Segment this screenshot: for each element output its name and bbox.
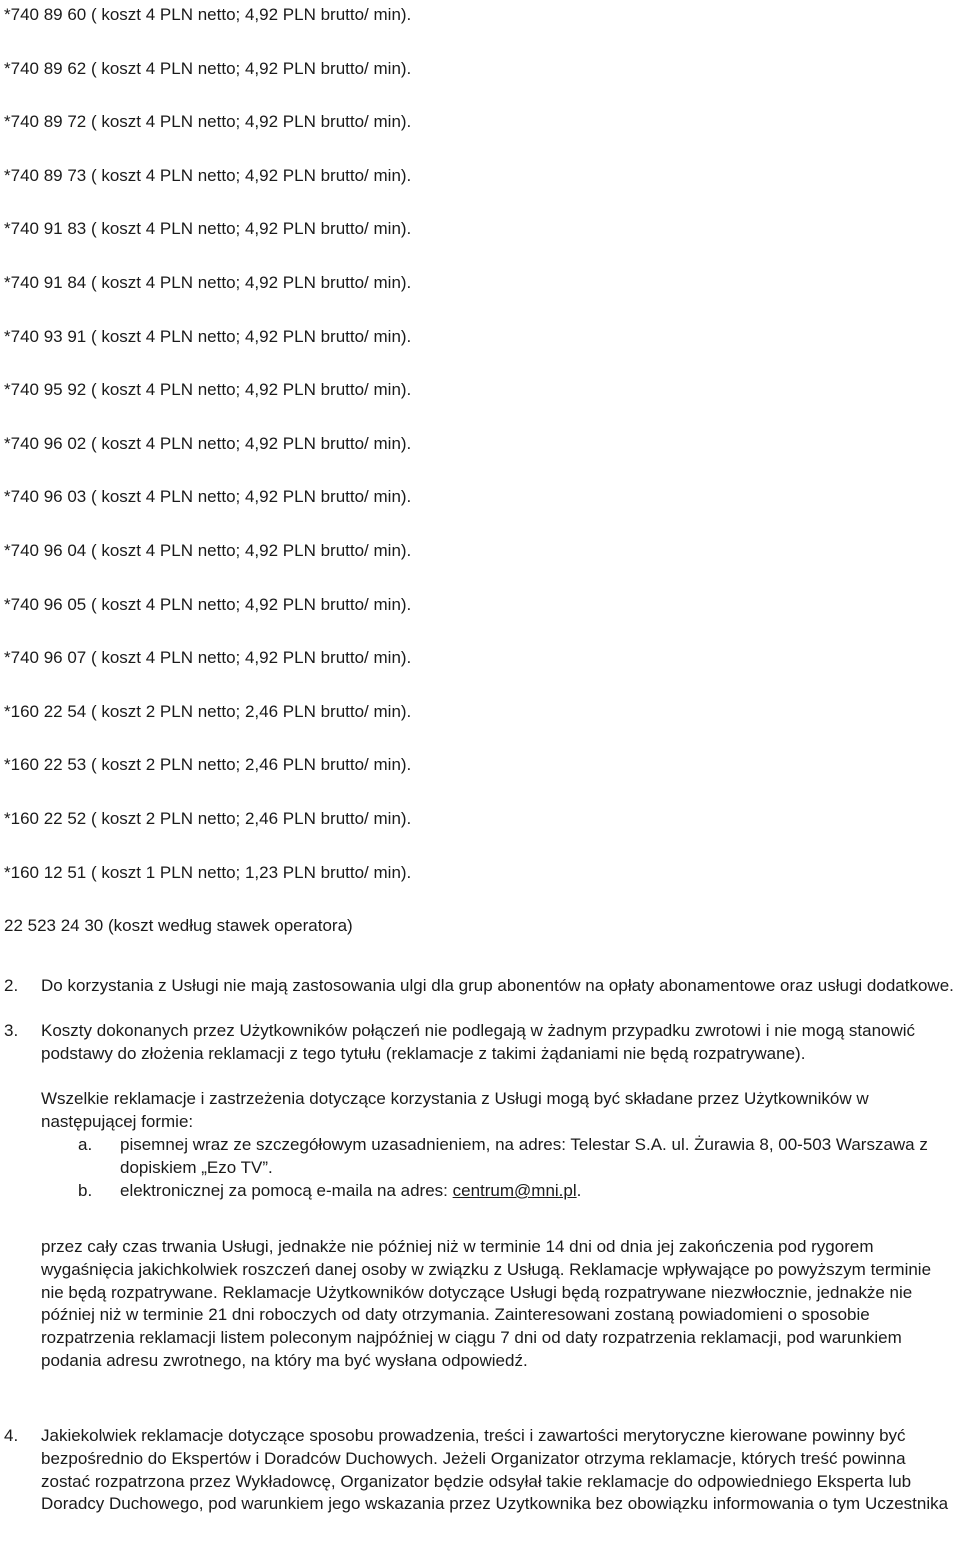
rate-line: *740 93 91 ( koszt 4 PLN netto; 4,92 PLN brutto/ min). bbox=[4, 326, 412, 346]
option-a-letter: a. bbox=[78, 1135, 93, 1154]
rate-line: 22 523 24 30 (koszt według stawek operatora) bbox=[4, 916, 353, 936]
option-b-prefix: elektronicznej za pomocą e-maila na adres: bbox=[120, 1181, 453, 1200]
complaints-intro: Wszelkie reklamacje i zastrzeżenia dotyczące korzystania z Usługi mogą być składane przez Użytkowników w następującej formie: bbox=[41, 1089, 869, 1131]
rate-line: *740 96 04 ( koszt 4 PLN netto; 4,92 PLN brutto/ min). bbox=[4, 541, 412, 560]
rate-line: *740 89 73 ( koszt 4 PLN netto; 4,92 PLN brutto/ min). bbox=[4, 165, 412, 185]
option-b-letter: b. bbox=[78, 1181, 93, 1200]
item-4-number: 4. bbox=[4, 1426, 19, 1445]
email-link[interactable]: centrum@mni.pl bbox=[452, 1181, 577, 1200]
rate-line: *740 89 60 ( koszt 4 PLN netto; 4,92 PLN brutto/ min). bbox=[4, 5, 412, 24]
option-b-line bbox=[120, 1180, 956, 1203]
rate-line: *740 91 83 ( koszt 4 PLN netto; 4,92 PLN brutto/ min). bbox=[4, 219, 412, 239]
rate-line: *160 22 54 ( koszt 2 PLN netto; 2,46 PLN brutto/ min). bbox=[4, 701, 412, 721]
rate-line: *740 96 03 ( koszt 4 PLN netto; 4,92 PLN brutto/ min). bbox=[4, 487, 412, 507]
rate-line: *740 96 05 ( koszt 4 PLN netto; 4,92 PLN brutto/ min). bbox=[4, 594, 412, 614]
rate-line: *740 89 62 ( koszt 4 PLN netto; 4,92 PLN brutto/ min). bbox=[4, 58, 412, 78]
rate-line: *740 89 72 ( koszt 4 PLN netto; 4,92 PLN brutto/ min). bbox=[4, 112, 412, 132]
option-b-suffix: . bbox=[576, 1181, 582, 1200]
rate-line: *740 96 02 ( koszt 4 PLN netto; 4,92 PLN brutto/ min). bbox=[4, 433, 412, 453]
complaint-deadline-paragraph: przez cały czas trwania Usługi, jednakże nie później niż w terminie 14 dni od dnia jej zakończenia pod rygorem wygaśnięcia jakichkolwiek roszczeń danej osoby w związku z Usługą. Reklamacje wpływające po powyższym terminie nie będą rozpatrywane. Reklamacje Użytkowników dotyczące Usługi będą rozpatrywane niezwłocznie, jednakże nie później niż w terminie 21 dni roboczych od daty otrzymania. Zainteresowani zostaną powiadomieni o sposobie rozpatrzenia reklamacji listem poleconym najpóźniej w ciągu 7 dni od daty rozpatrzenia reklamacji, pod warunkiem podania adresu zwrotnego, na który ma być wysłana odpowiedź. bbox=[41, 1237, 932, 1370]
item-3-text: Koszty dokonanych przez Użytkowników połączeń nie podlegają w żadnym przypadku zwrotowi i nie mogą stanowić podstawy do złożenia reklamacji z tego tytułu (reklamacje z takimi żądaniami nie będą rozpatrywane). bbox=[41, 1021, 916, 1063]
item-2-text: Do korzystania z Usługi nie mają zastosowania ulgi dla grup abonentów na opłaty abonamentowe oraz usługi dodatkowe. bbox=[41, 976, 954, 995]
rate-line: *740 95 92 ( koszt 4 PLN netto; 4,92 PLN brutto/ min). bbox=[4, 380, 412, 400]
rate-line: *160 22 53 ( koszt 2 PLN netto; 2,46 PLN brutto/ min). bbox=[4, 755, 412, 775]
item-4-text: Jakiekolwiek reklamacje dotyczące sposobu prowadzenia, treści i zawartości merytoryczne kierowane powinny być bezpośrednio do Ekspertów i Doradców Duchowych. Jeżeli Organizator otrzyma reklamacje, których treść powinna zostać rozpatrzona przez Wykładowcę, Organizator będzie odsyłał takie reklamacje do odpowiedniego Eksperta lub Doradcy Duchowego, pod warunkiem jego wskazania przez Uzytkownika bez obowiązku informowania o tym Uczestnika bbox=[41, 1426, 949, 1514]
item-3-number: 3. bbox=[4, 1021, 19, 1040]
rate-line: *160 12 51 ( koszt 1 PLN netto; 1,23 PLN brutto/ min). bbox=[4, 862, 412, 882]
rate-line: *740 91 84 ( koszt 4 PLN netto; 4,92 PLN brutto/ min). bbox=[4, 273, 412, 292]
rate-line: *740 96 07 ( koszt 4 PLN netto; 4,92 PLN brutto/ min). bbox=[4, 648, 412, 668]
rate-line: *160 22 52 ( koszt 2 PLN netto; 2,46 PLN brutto/ min). bbox=[4, 809, 412, 828]
option-a-text: pisemnej wraz ze szczegółowym uzasadnieniem, na adres: Telestar S.A. ul. Żurawia 8, 00-503 Warszawa z dopiskiem „Ezo TV”. bbox=[120, 1135, 928, 1177]
item-2-number: 2. bbox=[4, 976, 19, 995]
